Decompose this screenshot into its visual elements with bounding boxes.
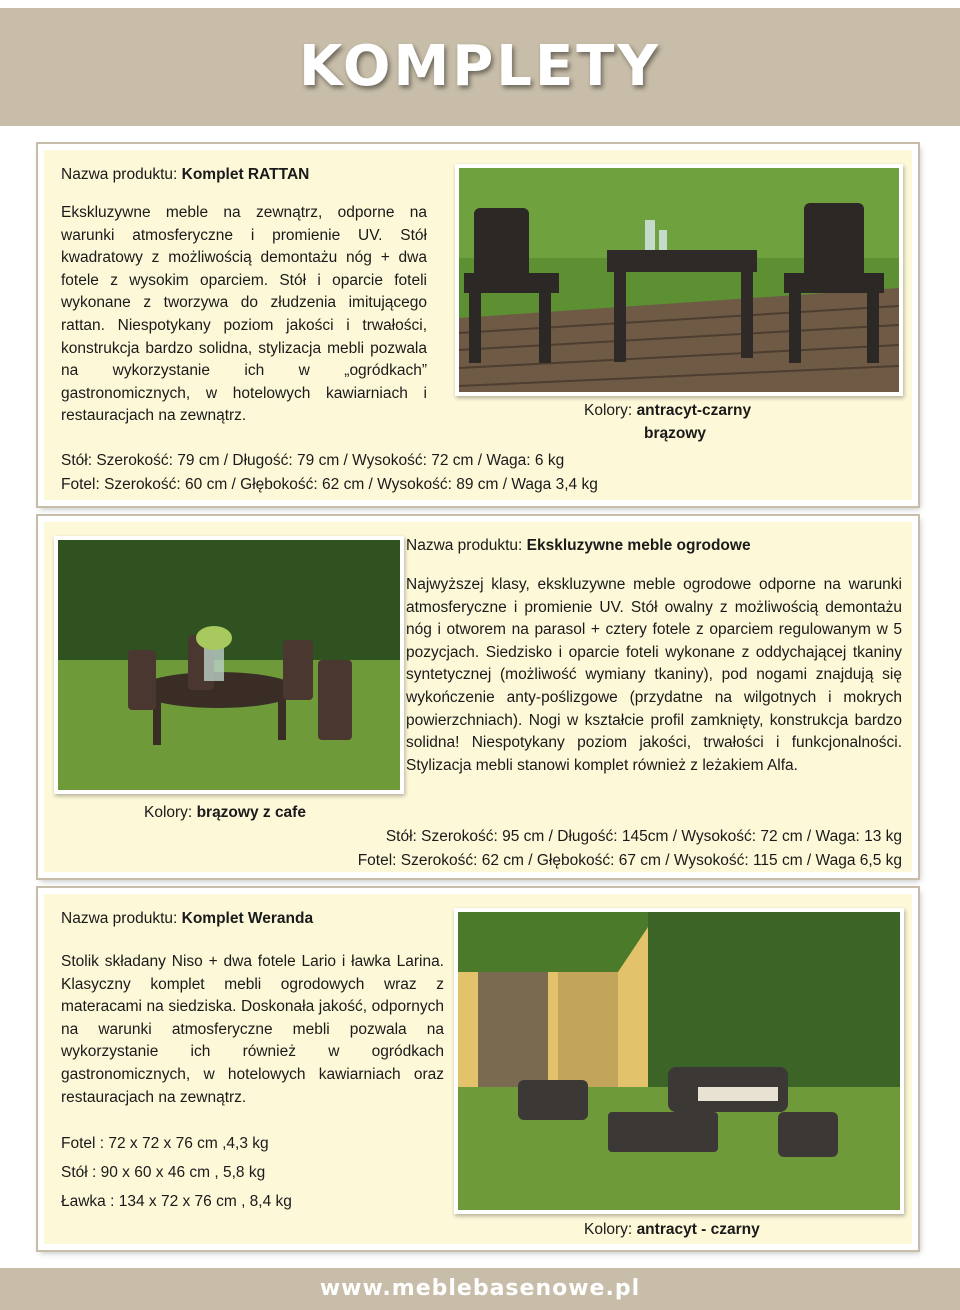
website-link[interactable]: www.meblebasenowe.pl bbox=[319, 1276, 641, 1301]
page-header bbox=[0, 8, 960, 126]
product-panel-weranda bbox=[38, 888, 918, 1250]
product-colors: Kolory: antracyt-czarny bbox=[584, 402, 752, 419]
weranda-set-photo bbox=[454, 908, 904, 1214]
spec-chair: Fotel: Szerokość: 62 cm / Głębokość: 67 cm / Wysokość: 115 cm / Waga 6,5 kg bbox=[357, 852, 902, 869]
rattan-set-photo bbox=[455, 164, 903, 396]
product-description: Ekskluzywne meble na zewnątrz, odporne na warunki atmosferyczne i promienie UV. Stół kwadratowy z możliwością demontażu nóg + dwa fotele z wysokim oparciem. Stół i oparcie foteli wykonane z tworzywa do złudzenia imitującego rattan. Niespotykany poziom jakości i trwałości, konstrukcja bardzo solidna, stylizacja mebli pozwala na wykorzystanie ich w „ogródkach” gastronomicznych, w hotelowych kawiarniach i restauracjach na zewnątrz. bbox=[61, 204, 427, 425]
spec-bench: Ławka : 134 x 72 x 76 cm , 8,4 kg bbox=[61, 1193, 292, 1210]
spec-table: Stół : 90 x 60 x 46 cm , 5,8 kg bbox=[61, 1164, 266, 1181]
product-colors: Kolory: antracyt - czarny bbox=[584, 1221, 760, 1238]
product-colors: Kolory: brązowy z cafe bbox=[144, 804, 306, 821]
product-name: Komplet Weranda bbox=[181, 910, 314, 927]
product-name-line: Nazwa produktu: Komplet Weranda bbox=[61, 910, 314, 927]
page-title: KOMPLETY bbox=[299, 34, 661, 99]
product-name: Ekskluzywne meble ogrodowe bbox=[526, 537, 751, 554]
product-description: Najwyższej klasy, ekskluzywne meble ogrodowe odporne na warunki atmosferyczne i promienie UV. Stół owalny z możliwością demontażu nóg i otworem na parasol + cztery fotele z oparciem regulowanym w 5 pozycjach. Siedzisko i oparcie foteli wykonane z oddychającej tkaniny syntetycznej (możliwość wymiany tkaniny), pod nogami znajdują się wykończenie anty-poślizgowe (przydatne na wilgotnych i mokrych powierzchniach). Nogi w kształcie profil zamknięty, konstrukcja bardzo solidna! Niespotykany poziom jakości, trwałości i funkcjonalności. Stylizacja mebli stanowi komplet również z leżakiem Alfa. bbox=[406, 576, 902, 774]
spec-chair: Fotel: Szerokość: 60 cm / Głębokość: 62 cm / Wysokość: 89 cm / Waga 3,4 kg bbox=[61, 476, 598, 493]
page-footer bbox=[0, 1268, 960, 1310]
product-panel-rattan bbox=[38, 144, 918, 506]
garden-set-photo bbox=[54, 536, 404, 794]
rattan-photo-image bbox=[459, 168, 899, 392]
product-name-line: Nazwa produktu: Ekskluzywne meble ogrodowe bbox=[406, 537, 751, 554]
product-name-line: Nazwa produktu: Komplet RATTAN bbox=[61, 166, 310, 183]
product-description: Stolik składany Niso + dwa fotele Lario i ławka Larina. Klasyczny komplet mebli ogrodowych wraz z materacami na siedziska. Doskonała jakość, odpornych na warunki atmosferyczne mebli pozwala na wykorzystanie ich również w ogródkach gastronomicznych, w hotelowych kawiarniach oraz restauracjach na zewnątrz. bbox=[61, 953, 444, 1106]
garden-photo-image bbox=[58, 540, 400, 790]
product-colors-secondary: brązowy bbox=[644, 425, 707, 442]
product-panel-exclusive bbox=[38, 516, 918, 878]
weranda-photo-image bbox=[458, 912, 900, 1210]
spec-table: Stół: Szerokość: 79 cm / Długość: 79 cm / Wysokość: 72 cm / Waga: 6 kg bbox=[61, 452, 565, 469]
product-name: Komplet RATTAN bbox=[181, 166, 310, 183]
spec-chair: Fotel : 72 x 72 x 76 cm ,4,3 kg bbox=[61, 1135, 269, 1152]
spec-table: Stół: Szerokość: 95 cm / Długość: 145cm / Wysokość: 72 cm / Waga: 13 kg bbox=[385, 828, 902, 845]
